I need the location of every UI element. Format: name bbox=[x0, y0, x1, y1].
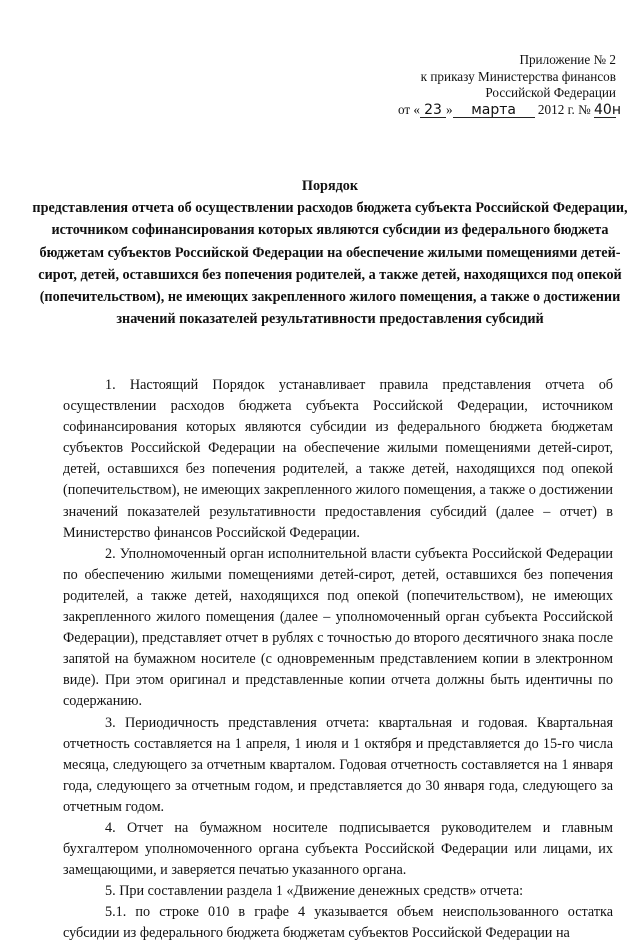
date-year: 2012 г. № bbox=[534, 101, 594, 117]
paragraph-1: 1. Настоящий Порядок устанавливает правила представления отчета об осуществлении расходов бюджета субъекта Российской Федерации, источником софинансирования которых являются субсидии из федерального бюджета бюджетам субъектов Российской Федерации на обеспечение жилыми помещениями детей-сирот, детей, оставшихся без попечения родителей, а также детей, находящихся под опекой (попечительством), не имеющих закрепленного жилого помещения, а также о достижении значений показателей результативности предоставления субсидий (далее – отчет) в Министерство финансов Российской Федерации. bbox=[63, 377, 613, 541]
document-title bbox=[30, 175, 630, 330]
appendix-line-3: Российской Федерации bbox=[485, 85, 616, 100]
date-month: марта bbox=[453, 103, 535, 118]
paragraph-4: 4. Отчет на бумажном носителе подписывается руководителем и главным бухгалтером уполномоченного органа субъекта Российской Федерации или лицами, их замещающими, и заверяется печатью указанного органа. bbox=[63, 819, 613, 879]
appendix-date-line bbox=[397, 101, 621, 119]
paragraph-3: 3. Периодичность представления отчета: квартальная и годовая. Квартальная отчетность составляется на 1 апреля, 1 июля и 1 октября и представляется до 15-го числа месяца, следующего за отчетным кварталом. Годовая отчетность составляется на 1 января года, следующего за отчетным годом, и представляется до 30 января года, следующего за отчетным годом. bbox=[63, 714, 613, 815]
paragraph-5: 5. При составлении раздела 1 «Движение денежных средств» отчета: bbox=[105, 883, 524, 900]
paragraph-2: 2. Уполномоченный орган исполнительной власти субъекта Российской Федерации по обеспечению жилыми помещениями детей-сирот, детей, оставшихся без попечения родителей, а также детей, находящихся под опекой (попечительством), не имеющих закрепленного жилого помещения (далее – уполномоченный орган субъекта Российской Федерации), представляет отчет в рублях с точностью до второго десятичного знака после запятой на бумажном носителе (с одновременным представлением копии в электронном виде). При этом оригинал и представленные копии отчета должны быть идентичны по содержанию. bbox=[63, 545, 613, 710]
paragraph-5-1: 5.1. по строке 010 в графе 4 указывается объем неиспользованного остатка субсидии из федерального бюджета бюджетам субъектов Российской Федерации на bbox=[63, 904, 613, 942]
date-close: » bbox=[446, 101, 453, 117]
title-subtitle: представления отчета об осуществлении расходов бюджета субъекта Российской Федерации, источником софинансирования которых являются субсидии из федерального бюджета бюджетам субъектов Российской Федерации на обеспечение жилыми помещениями детей-сирот, детей, оставшихся без попечения родителей, а также детей, находящихся под опекой (попечительством), не имеющих закрепленного жилого помещения, а также о достижении значений показателей результативности предоставления субсидий bbox=[32, 200, 628, 328]
title-heading: Порядок bbox=[301, 178, 359, 194]
appendix-line-2: к приказу Министерства финансов bbox=[420, 68, 616, 84]
order-number: 40н bbox=[594, 101, 621, 118]
appendix-header bbox=[397, 52, 621, 118]
date-prefix: от « bbox=[397, 101, 421, 117]
document-body bbox=[63, 375, 613, 945]
appendix-line-1: Приложение № 2 bbox=[519, 52, 616, 67]
date-day: 23 bbox=[420, 103, 446, 118]
